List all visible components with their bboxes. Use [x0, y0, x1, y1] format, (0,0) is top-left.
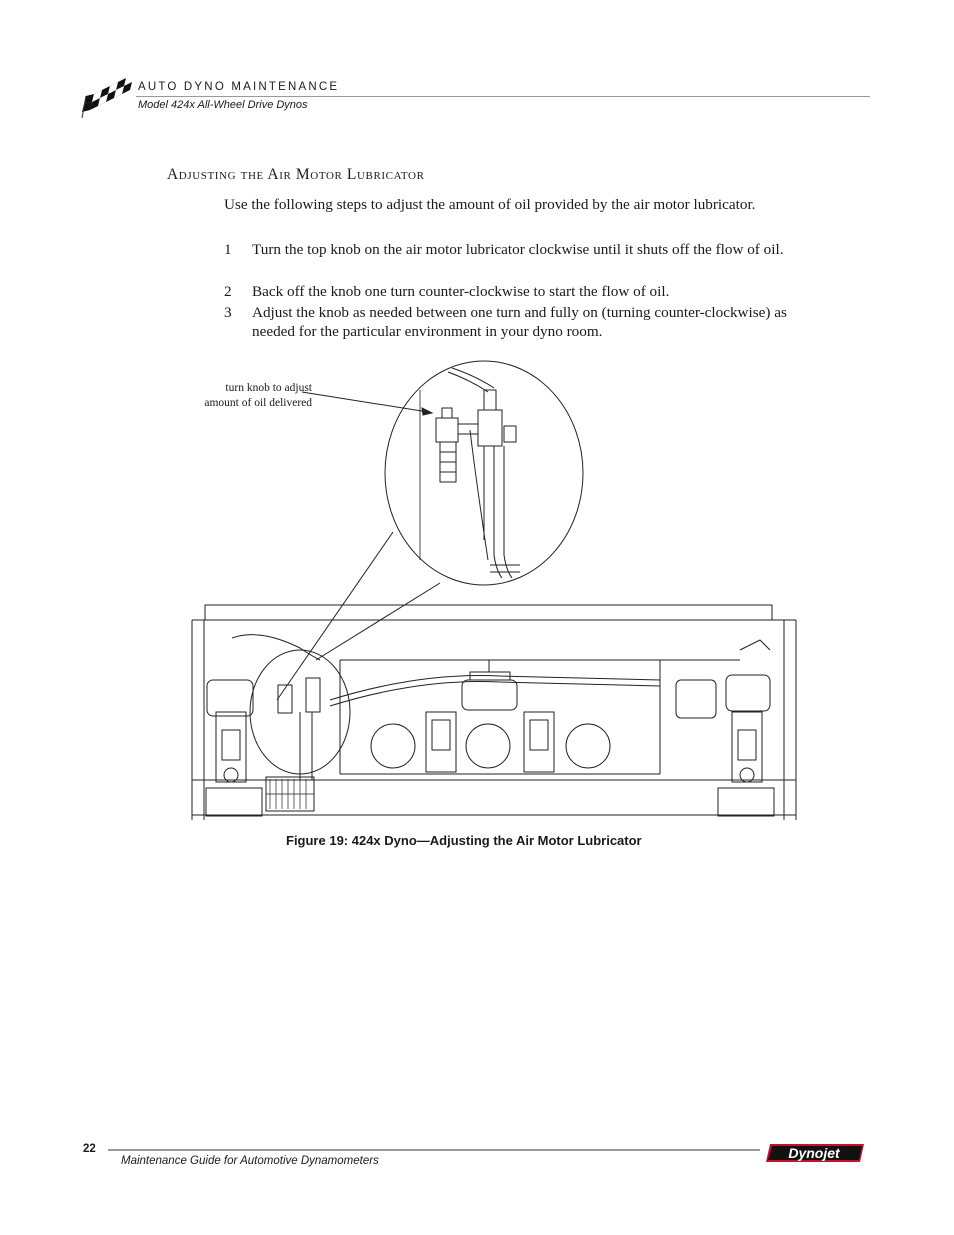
- callout-line: turn knob to adjust: [225, 382, 312, 394]
- header-subtitle: Model 424x All-Wheel Drive Dynos: [138, 99, 308, 111]
- callout-line: amount of oil delivered: [204, 397, 312, 409]
- step-number: 2: [224, 283, 232, 300]
- step-text: Turn the top knob on the air motor lubricator clockwise until it shuts off the flow of oil.: [252, 241, 784, 258]
- logo-text: Dynojet: [788, 1145, 840, 1161]
- page-number: 22: [83, 1143, 96, 1155]
- step-number: 3: [224, 304, 232, 321]
- step-number: 1: [224, 241, 232, 258]
- footer-guide-title: Maintenance Guide for Automotive Dynamometers: [121, 1155, 379, 1167]
- figure-caption: Figure 19: 424x Dyno—Adjusting the Air Motor Lubricator: [286, 833, 642, 848]
- footer-rule: [108, 1149, 760, 1151]
- figure-callout: [170, 381, 312, 411]
- step-text: Back off the knob one turn counter-clockwise to start the flow of oil.: [252, 283, 670, 300]
- section-heading: Adjusting the Air Motor Lubricator: [167, 166, 425, 183]
- dynojet-logo: [764, 1141, 868, 1165]
- step-text: Adjust the knob as needed between one turn and fully on (turning counter-clockwise) as needed for the particular environment in your dyno room.: [252, 304, 787, 340]
- header-title: AUTO DYNO MAINTENANCE: [138, 81, 340, 93]
- intro-paragraph: Use the following steps to adjust the amount of oil provided by the air motor lubricator.: [224, 196, 756, 213]
